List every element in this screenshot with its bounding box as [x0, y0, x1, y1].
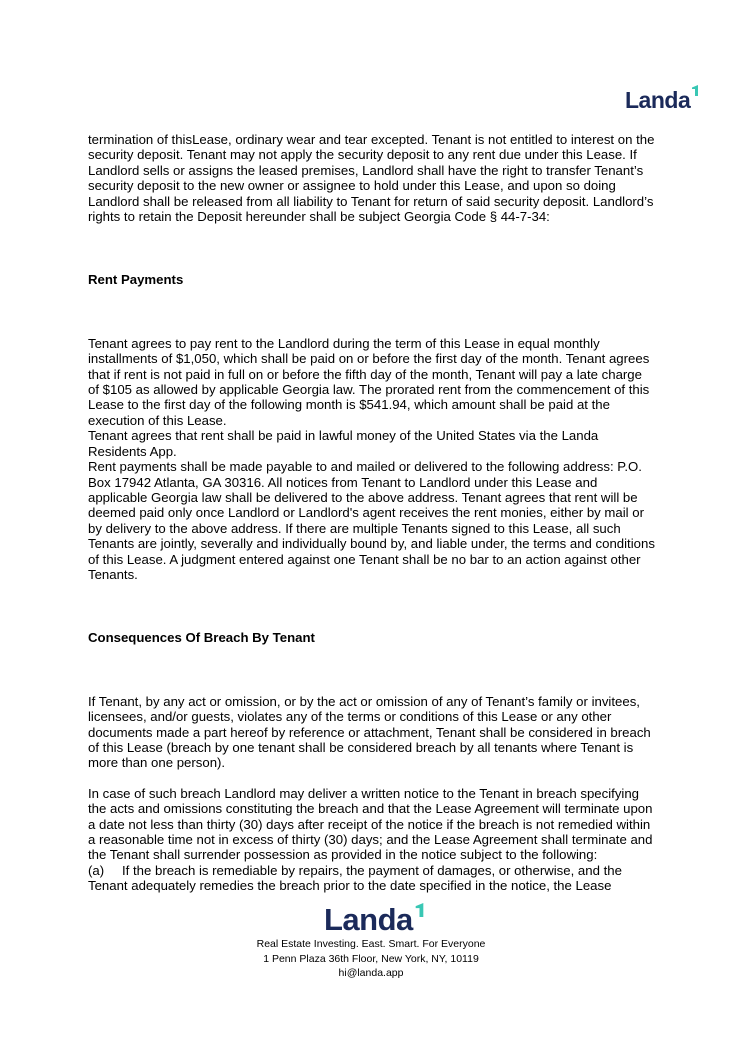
footer-logo: [324, 902, 413, 938]
header-logo-text: Landa: [625, 87, 691, 113]
rent-paragraph-3: Rent payments shall be made payable to and mailed or delivered to the following address: P.O. Box 17942 Atlanta, GA 30316. All notices from Tenant to Landlord under this Lease and applicable Georgia law shall be delivered to the above address. Tenant agrees that rent will be deemed paid only once Landlord or Landlord's agent receives the rent monies, either by mail or by delivery to the above address. If there are multiple Tenants signed to this Lease, all such Tenants are jointly, severally and individually bound by, and liable under, the terms and conditions of this Lease. A judgment entered against one Tenant shall be no bar to an action against other Tenants.: [88, 459, 655, 582]
footer: [221, 937, 521, 981]
rent-paragraph-1: Tenant agrees to pay rent to the Landlord during the term of this Lease in equal monthly installments of $1,050, which shall be paid on or before the first day of the month. Tenant agrees that if rent is not paid in full on or before the fifth day of the month, Tenant will pay a late charge of $105 as allowed by applicable Georgia law. The prorated rent from the commencement of this Lease to the first day of the following month is $541.94, which amount shall be paid at the execution of this Lease.: [88, 335, 650, 428]
footer-tagline: Real Estate Investing. East. Smart. For Everyone: [256, 938, 486, 950]
rent-paragraph-2: Tenant agrees that rent shall be paid in lawful money of the United States via the Landa Residents App.: [88, 428, 599, 459]
footer-address: 1 Penn Plaza 36th Floor, New York, NY, 10119: [263, 952, 479, 965]
breach-paragraph-1: If Tenant, by any act or omission, or by the act or omission of any of Tenant’s family or invitees, licensees, and/or guests, violates any of the terms or conditions of this Lease or any other documents made a part hereof by reference or attachment, Tenant shall be considered in breach of this Lease (breach by one tenant shall be considered breach by all tenants where Tenant is more than one person).: [88, 693, 651, 771]
item-a-label: (a): [88, 862, 105, 878]
rent-payments-heading: Rent Payments: [88, 272, 184, 288]
logo-accent-icon: [691, 85, 699, 96]
logo-accent-icon: [414, 903, 425, 917]
lease-document-body: [88, 132, 656, 894]
breach-heading: Consequences Of Breach By Tenant: [88, 630, 315, 646]
footer-email: hi@landa.app: [338, 967, 404, 979]
breach-item-a: [88, 863, 656, 894]
breach-paragraph-2: In case of such breach Landlord may deliver a written notice to the Tenant in breach specifying the acts and omissions constituting the breach and that the Lease Agreement will terminate upon a date not less than thirty (30) days after receipt of the notice if the breach is not remedied within a reasonable time not in excess of thirty (30) days; and the Lease Agreement shall terminate and the Tenant shall surrender possession as provided in the notice subject to the following:: [88, 785, 653, 863]
deposit-paragraph: termination of thisLease, ordinary wear and tear excepted. Tenant is not entitled to interest on the security deposit. Tenant may not apply the security deposit to any rent due under this Lease. If Landlord sells or assigns the leased premises, Landlord shall have the right to transfer Tenant’s security deposit to the new owner or assignee to hold under this Lease, and upon so doing Landlord shall be released from all liability to Tenant for return of said security deposit. Landlord’s rights to retain the Deposit hereunder shall be subject Georgia Code § 44-7-34:: [88, 132, 655, 225]
footer-logo-text: Landa: [324, 902, 413, 937]
item-a-text: If the breach is remediable by repairs, the payment of damages, or otherwise, and the Tenant adequately remedies the breach prior to the date specified in the notice, the Lease: [88, 862, 622, 894]
header-logo: [625, 86, 690, 114]
